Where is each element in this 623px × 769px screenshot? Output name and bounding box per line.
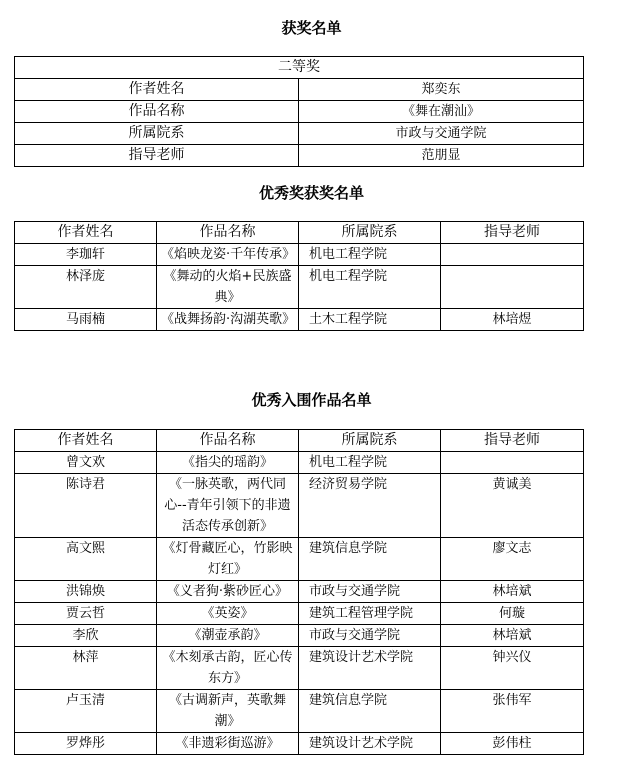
heading-award-list: 获奖名单 [281, 19, 342, 37]
work-title: 《一脉英歌，两代同心--青年引领下的非遗活态传承创新》 [157, 474, 299, 538]
department: 建筑工程管理学院 [299, 603, 441, 625]
table-row [15, 474, 584, 538]
author-name: 李珈轩 [15, 244, 157, 266]
author-name: 陈诗君 [15, 474, 157, 538]
column-header: 作者姓名 [15, 430, 157, 452]
table-row [15, 101, 584, 123]
author-name: 洪锦焕 [15, 581, 157, 603]
award-level: 二等奖 [15, 57, 584, 79]
advisor: 林培斌 [441, 581, 584, 603]
table-row [15, 538, 584, 581]
department: 经济贸易学院 [299, 474, 441, 538]
author-name: 曾文欢 [15, 452, 157, 474]
advisor: 张伟军 [441, 690, 584, 733]
advisor [441, 452, 584, 474]
excellence-award-table [14, 221, 584, 331]
field-label: 所属院系 [15, 123, 299, 145]
work-title: 《古调新声，英歌舞潮》 [157, 690, 299, 733]
advisor: 黄诚美 [441, 474, 584, 538]
department: 机电工程学院 [299, 244, 441, 266]
heading-excellence-award: 优秀奖获奖名单 [258, 184, 364, 202]
advisor: 林培煜 [441, 309, 584, 331]
work-title: 《潮壶承韵》 [157, 625, 299, 647]
table-row [15, 647, 584, 690]
work-title: 《焰映龙姿·千年传承》 [157, 244, 299, 266]
advisor: 彭伟柱 [441, 733, 584, 755]
table-header-row [15, 222, 584, 244]
advisor: 林培斌 [441, 625, 584, 647]
column-header: 指导老师 [441, 222, 584, 244]
heading-shortlist: 优秀入围作品名单 [251, 391, 372, 409]
department: 建筑信息学院 [299, 538, 441, 581]
advisor: 何璇 [441, 603, 584, 625]
department: 建筑设计艺术学院 [299, 647, 441, 690]
field-value: 《舞在潮汕》 [299, 101, 584, 123]
department: 机电工程学院 [299, 452, 441, 474]
table-row [15, 581, 584, 603]
column-header: 作品名称 [157, 222, 299, 244]
field-value: 市政与交通学院 [299, 123, 584, 145]
work-title: 《战舞扬韵·沟湖英歌》 [157, 309, 299, 331]
table-row [15, 690, 584, 733]
department: 建筑设计艺术学院 [299, 733, 441, 755]
table-row [15, 244, 584, 266]
column-header: 所属院系 [299, 430, 441, 452]
author-name: 林泽庞 [15, 266, 157, 309]
field-value: 郑奕东 [299, 79, 584, 101]
department: 市政与交通学院 [299, 581, 441, 603]
work-title: 《义者狗·紫砂匠心》 [157, 581, 299, 603]
work-title: 《舞动的火焰+民族盛典》 [157, 266, 299, 309]
work-title: 《灯骨藏匠心，竹影映灯红》 [157, 538, 299, 581]
table-row [15, 309, 584, 331]
table-row [15, 79, 584, 101]
table-row [15, 733, 584, 755]
author-name: 高文熙 [15, 538, 157, 581]
advisor: 廖文志 [441, 538, 584, 581]
author-name: 卢玉清 [15, 690, 157, 733]
department: 土木工程学院 [299, 309, 441, 331]
table-row [15, 145, 584, 167]
table-header-row [15, 430, 584, 452]
work-title: 《指尖的瑶韵》 [157, 452, 299, 474]
department: 机电工程学院 [299, 266, 441, 309]
author-name: 林萍 [15, 647, 157, 690]
work-title: 《非遗彩街巡游》 [157, 733, 299, 755]
author-name: 李欣 [15, 625, 157, 647]
column-header: 所属院系 [299, 222, 441, 244]
advisor [441, 266, 584, 309]
column-header: 指导老师 [441, 430, 584, 452]
field-value: 范朋显 [299, 145, 584, 167]
table-row [15, 57, 584, 79]
table-row [15, 452, 584, 474]
table-row [15, 266, 584, 309]
work-title: 《英姿》 [157, 603, 299, 625]
table-row [15, 123, 584, 145]
field-label: 指导老师 [15, 145, 299, 167]
department: 市政与交通学院 [299, 625, 441, 647]
table-row [15, 625, 584, 647]
column-header: 作者姓名 [15, 222, 157, 244]
field-label: 作者姓名 [15, 79, 299, 101]
author-name: 贾云哲 [15, 603, 157, 625]
shortlist-table [14, 429, 584, 755]
field-label: 作品名称 [15, 101, 299, 123]
advisor: 钟兴仪 [441, 647, 584, 690]
work-title: 《木刻承古韵，匠心传东方》 [157, 647, 299, 690]
department: 建筑信息学院 [299, 690, 441, 733]
author-name: 马雨楠 [15, 309, 157, 331]
column-header: 作品名称 [157, 430, 299, 452]
author-name: 罗烨彤 [15, 733, 157, 755]
second-prize-table [14, 56, 584, 167]
table-row [15, 603, 584, 625]
advisor [441, 244, 584, 266]
